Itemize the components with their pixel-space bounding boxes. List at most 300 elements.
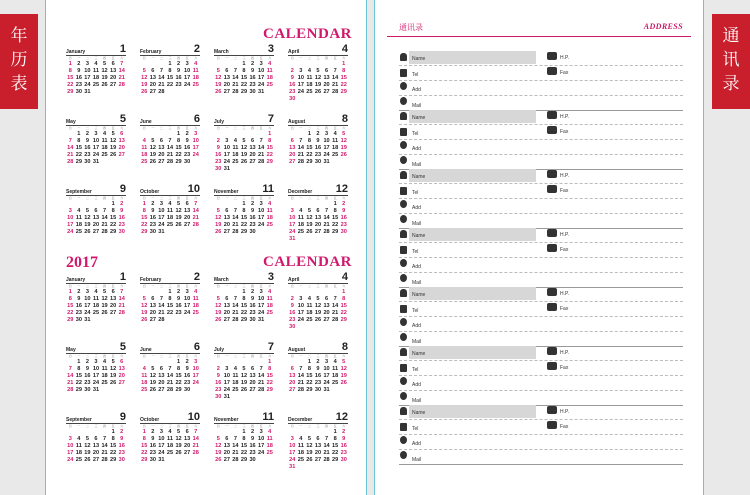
day-cell: 21 [118, 74, 125, 81]
month-calendar [140, 342, 200, 394]
name-field[interactable] [409, 287, 536, 300]
day-cell: 11 [266, 435, 273, 442]
day-cell: 15 [240, 302, 248, 309]
month-calendar [140, 272, 200, 324]
add-row[interactable] [399, 434, 683, 450]
day-cell: 24 [67, 228, 74, 235]
day-cell: 27 [249, 158, 256, 165]
weekday-label: 日 [68, 354, 72, 358]
weekday-label: 五 [333, 126, 337, 130]
month-name: August [288, 119, 306, 125]
weekday-label: 日 [290, 126, 294, 130]
add-row[interactable] [399, 316, 683, 332]
weekday-label: 三 [316, 56, 320, 60]
day-cell: 7 [194, 429, 198, 435]
day-cell: 11 [306, 74, 313, 81]
name-field[interactable] [409, 346, 536, 359]
day-cell: 31 [84, 88, 91, 95]
day-cell: 30 [215, 393, 222, 400]
day-cell: 11 [192, 295, 199, 302]
day-cell: 21 [118, 302, 125, 309]
day-cell: 30 [289, 323, 296, 330]
day-cell: 18 [192, 302, 199, 309]
day-cell: 7 [168, 137, 172, 144]
weekday-label: 五 [111, 424, 115, 428]
day-cell: 8 [111, 435, 115, 442]
name-field[interactable] [409, 405, 536, 418]
day-cell: 24 [258, 449, 265, 456]
day-cell: 24 [92, 151, 100, 158]
weekday-label: 日 [142, 126, 146, 130]
day-cell: 10 [67, 214, 74, 221]
day-cell: 2 [216, 137, 220, 144]
day-cell: 8 [168, 67, 172, 74]
day-cell: 7 [168, 365, 172, 372]
day-cell: 19 [306, 449, 313, 456]
month-calendar [214, 114, 274, 172]
month-calendar [288, 114, 348, 166]
day-cell: 4 [299, 435, 303, 442]
day-cell: 19 [141, 309, 148, 316]
blank-day [66, 429, 75, 436]
day-cell: 6 [316, 435, 320, 442]
day-cell: 19 [314, 309, 322, 316]
day-cell: 10 [184, 67, 191, 74]
day-cell: 4 [142, 137, 146, 144]
day-cell: 19 [306, 221, 313, 228]
weekday-label: 日 [216, 424, 220, 428]
day-cell: 21 [166, 379, 174, 386]
day-cell: 28 [192, 221, 199, 228]
day-cell: 19 [149, 379, 156, 386]
day-cell: 10 [323, 365, 330, 372]
add-row[interactable] [399, 257, 683, 273]
day-cell: 27 [223, 316, 230, 323]
day-cell: 8 [68, 295, 72, 302]
tel-row[interactable] [399, 242, 683, 258]
day-cell: 15 [340, 302, 347, 309]
days-grid [140, 359, 200, 394]
weekday-label: 二 [307, 196, 311, 200]
day-cell: 10 [258, 207, 265, 214]
day-cell: 26 [240, 158, 248, 165]
fax-icon [547, 421, 557, 429]
day-cell: 8 [333, 435, 337, 442]
hp-label: H.P. [560, 232, 570, 238]
day-cell: 4 [94, 61, 98, 67]
day-cell: 1 [268, 131, 272, 137]
month-name: August [288, 347, 306, 353]
day-cell: 25 [306, 316, 313, 323]
month-name: July [214, 347, 225, 353]
blank-day [83, 429, 92, 436]
day-cell: 1 [68, 289, 72, 295]
day-cell: 7 [233, 67, 237, 74]
weekday-label: 四 [177, 56, 181, 60]
day-cell: 13 [223, 214, 230, 221]
person-icon [400, 289, 407, 297]
month-header [66, 114, 126, 126]
day-cell: 24 [258, 81, 265, 88]
day-cell: 1 [177, 359, 181, 365]
day-cell: 13 [184, 435, 191, 442]
fax-label: Fax [560, 424, 569, 430]
day-cell: 17 [258, 214, 265, 221]
day-cell: 10 [84, 67, 91, 74]
day-cell: 12 [240, 372, 248, 379]
day-cell: 29 [340, 88, 347, 95]
day-cell: 28 [232, 88, 239, 95]
add-row[interactable] [399, 80, 683, 96]
month-number: 3 [267, 43, 274, 55]
day-cell: 21 [232, 309, 239, 316]
add-label: Add [412, 205, 421, 211]
day-cell: 7 [68, 137, 72, 144]
day-cell: 14 [332, 302, 339, 309]
day-cell: 6 [251, 365, 255, 372]
month-header [66, 272, 126, 284]
day-cell: 11 [266, 67, 273, 74]
day-cell: 13 [158, 372, 165, 379]
day-cell: 3 [194, 359, 198, 365]
day-cell: 18 [232, 379, 239, 386]
day-cell: 13 [289, 372, 296, 379]
weekday-label: 一 [225, 126, 229, 130]
day-cell: 19 [340, 144, 347, 151]
day-cell: 22 [340, 309, 347, 316]
name-label: Name [412, 174, 426, 180]
blank-day [305, 429, 314, 436]
day-cell: 3 [94, 359, 98, 365]
weekday-label: 四 [251, 424, 255, 428]
day-cell: 15 [110, 214, 117, 221]
name-field[interactable] [409, 228, 536, 241]
add-label: Add [412, 382, 421, 388]
hp-label: H.P. [560, 409, 570, 415]
month-name: September [66, 189, 92, 195]
day-cell: 17 [84, 302, 91, 309]
person-icon [400, 53, 407, 61]
day-cell: 23 [175, 81, 182, 88]
day-cell: 11 [93, 67, 99, 74]
weekday-label: 二 [233, 56, 237, 60]
day-cell: 25 [101, 151, 108, 158]
day-cell: 29 [332, 228, 339, 235]
blank-day [297, 359, 306, 366]
day-cell: 2 [77, 61, 81, 67]
day-cell: 3 [225, 137, 229, 144]
day-cell: 9 [120, 435, 124, 442]
blank-day [100, 201, 109, 208]
tel-row[interactable] [399, 360, 683, 376]
day-cell: 4 [168, 429, 172, 435]
day-cell: 24 [289, 456, 296, 463]
day-cell: 14 [332, 74, 339, 81]
day-cell: 13 [249, 144, 256, 151]
add-row[interactable] [399, 198, 683, 214]
day-cell: 25 [192, 81, 199, 88]
weekday-label: 三 [316, 354, 320, 358]
day-cell: 11 [167, 207, 173, 214]
day-cell: 27 [249, 386, 256, 393]
mail-icon [400, 274, 407, 282]
weekday-label: 二 [159, 354, 163, 358]
month-calendar [288, 342, 348, 394]
add-row[interactable] [399, 375, 683, 391]
address-icon [400, 259, 407, 267]
weekday-label: 二 [233, 424, 237, 428]
hp-label: H.P. [560, 350, 570, 356]
day-cell: 22 [332, 449, 339, 456]
tab-char: 录 [722, 74, 740, 94]
day-cell: 7 [259, 365, 263, 372]
mail-row[interactable] [399, 449, 683, 465]
day-cell: 21 [258, 151, 265, 158]
day-cell: 18 [166, 214, 174, 221]
weekday-label: 一 [151, 284, 155, 288]
address-entry [399, 227, 683, 287]
day-cell: 5 [216, 295, 220, 302]
day-cell: 9 [185, 365, 189, 372]
blank-day [157, 359, 166, 366]
month-header [214, 272, 274, 284]
day-cell: 1 [168, 289, 172, 295]
day-cell: 2 [316, 359, 320, 365]
weekday-label: 日 [290, 354, 294, 358]
day-cell: 29 [110, 228, 117, 235]
weekday-label: 日 [142, 56, 146, 60]
day-cell: 23 [84, 379, 91, 386]
day-cell: 7 [120, 61, 124, 67]
day-cell: 20 [223, 449, 230, 456]
address-entry [399, 168, 683, 228]
day-cell: 22 [306, 151, 313, 158]
weekday-label: 日 [216, 354, 220, 358]
blank-day [214, 359, 223, 366]
tel-row[interactable] [399, 301, 683, 317]
tab-calendar[interactable] [0, 14, 38, 109]
name-field[interactable] [409, 110, 536, 123]
tel-row[interactable] [399, 65, 683, 81]
day-cell: 27 [223, 228, 230, 235]
weekday-label: 三 [168, 196, 172, 200]
day-cell: 4 [307, 67, 311, 74]
day-cell: 17 [67, 449, 74, 456]
day-cell: 15 [306, 144, 313, 151]
day-cell: 5 [151, 137, 155, 144]
weekday-label: 三 [316, 196, 320, 200]
day-cell: 20 [314, 221, 322, 228]
tab-address-book[interactable] [712, 14, 750, 109]
month-header [288, 342, 348, 354]
day-cell: 8 [168, 295, 172, 302]
day-cell: 2 [290, 295, 294, 302]
name-field[interactable] [409, 51, 536, 64]
month-name: October [140, 417, 160, 423]
day-cell: 13 [223, 442, 230, 449]
day-cell: 4 [233, 137, 237, 144]
month-name: September [66, 417, 92, 423]
weekday-label: 五 [185, 424, 189, 428]
day-cell: 8 [242, 67, 246, 74]
day-cell: 30 [289, 95, 296, 102]
day-cell: 29 [67, 316, 74, 323]
day-cell: 13 [323, 302, 330, 309]
mobile-phone-icon [547, 229, 557, 237]
day-cell: 16 [249, 214, 256, 221]
weekday-label: 一 [77, 196, 81, 200]
day-cell: 26 [314, 316, 322, 323]
day-cell: 23 [289, 88, 296, 95]
day-cell: 20 [118, 144, 125, 151]
day-cell: 7 [159, 67, 163, 74]
blank-day [166, 359, 175, 366]
day-cell: 14 [67, 144, 74, 151]
day-cell: 19 [110, 372, 117, 379]
day-cell: 25 [306, 88, 313, 95]
month-name: October [140, 189, 160, 195]
mail-icon [400, 97, 407, 105]
day-cell: 17 [184, 74, 191, 81]
blank-day [149, 359, 158, 366]
day-cell: 5 [316, 295, 320, 302]
day-cell: 26 [141, 88, 148, 95]
weekday-label: 二 [159, 284, 163, 288]
weekday-label: 一 [225, 354, 229, 358]
day-cell: 15 [67, 74, 74, 81]
day-cell: 26 [306, 456, 313, 463]
day-cell: 1 [68, 61, 72, 67]
day-cell: 26 [149, 158, 156, 165]
day-cell: 16 [215, 379, 222, 386]
day-cell: 5 [342, 131, 346, 137]
weekday-label: 一 [299, 126, 303, 130]
day-cell: 24 [223, 386, 230, 393]
day-cell: 26 [314, 88, 322, 95]
tab-char: 通 [722, 26, 740, 46]
weekday-label: 五 [111, 196, 115, 200]
add-row[interactable] [399, 139, 683, 155]
day-cell: 20 [118, 372, 125, 379]
day-cell: 26 [215, 456, 222, 463]
weekday-label: 五 [111, 126, 115, 130]
day-cell: 27 [289, 386, 296, 393]
day-cell: 24 [192, 379, 199, 386]
day-cell: 25 [166, 449, 174, 456]
day-cell: 8 [242, 435, 246, 442]
blank-day [231, 61, 240, 68]
day-cell: 9 [77, 67, 81, 74]
day-cell: 16 [249, 302, 256, 309]
blank-day [248, 359, 257, 366]
day-cell: 29 [175, 386, 182, 393]
day-cell: 3 [259, 61, 263, 67]
day-cell: 23 [340, 449, 347, 456]
blank-day [322, 289, 331, 296]
weekday-label: 四 [177, 284, 181, 288]
day-cell: 26 [215, 228, 222, 235]
day-cell: 28 [232, 316, 239, 323]
day-cell: 1 [142, 201, 146, 207]
day-cell: 13 [149, 302, 156, 309]
day-cell: 16 [249, 74, 256, 81]
weekday-label: 五 [333, 354, 337, 358]
day-cell: 6 [325, 67, 329, 74]
day-cell: 10 [258, 295, 265, 302]
weekday-label: 四 [325, 424, 329, 428]
blank-day [140, 359, 149, 366]
day-cell: 9 [151, 435, 155, 442]
day-cell: 3 [325, 359, 329, 365]
telephone-icon [400, 364, 407, 372]
day-cell: 23 [215, 386, 222, 393]
tel-row[interactable] [399, 124, 683, 140]
blank-day [240, 131, 249, 138]
mail-icon [400, 156, 407, 164]
weekday-label: 日 [142, 424, 146, 428]
day-cell: 4 [268, 429, 272, 435]
day-cell: 6 [111, 61, 115, 67]
day-cell: 20 [92, 221, 100, 228]
day-cell: 29 [240, 316, 248, 323]
tel-row[interactable] [399, 183, 683, 199]
month-name: April [288, 49, 300, 55]
mail-label: Mail [412, 280, 422, 286]
day-cell: 5 [307, 207, 311, 214]
day-cell: 14 [297, 372, 304, 379]
day-cell: 16 [215, 151, 222, 158]
month-calendar [288, 44, 348, 102]
blank-day [66, 131, 75, 138]
day-cell: 27 [158, 386, 165, 393]
name-field[interactable] [409, 169, 536, 182]
blank-day [314, 429, 323, 436]
weekday-label: 五 [259, 56, 263, 60]
blank-day [288, 201, 297, 208]
tel-row[interactable] [399, 419, 683, 435]
day-cell: 3 [185, 61, 189, 67]
day-cell: 31 [258, 88, 265, 95]
weekday-label: 六 [268, 284, 272, 288]
day-cell: 5 [142, 67, 146, 74]
day-cell: 19 [101, 302, 108, 309]
mobile-phone-icon [547, 406, 557, 414]
day-cell: 24 [158, 221, 165, 228]
day-cell: 18 [306, 309, 313, 316]
day-cell: 23 [149, 221, 156, 228]
blank-day [66, 201, 75, 208]
day-cell: 17 [67, 221, 74, 228]
weekday-label: 六 [268, 424, 272, 428]
address-entry [399, 345, 683, 405]
day-cell: 20 [149, 81, 156, 88]
days-grid [288, 429, 348, 470]
day-cell: 17 [192, 144, 199, 151]
day-cell: 16 [149, 442, 156, 449]
day-cell: 20 [314, 449, 322, 456]
day-cell: 12 [314, 302, 322, 309]
day-cell: 19 [215, 449, 222, 456]
day-cell: 27 [223, 456, 230, 463]
fax-label: Fax [560, 306, 569, 312]
day-cell: 2 [185, 131, 189, 137]
name-label: Name [412, 115, 426, 121]
day-cell: 6 [120, 131, 124, 137]
blank-day [314, 201, 323, 208]
day-cell: 1 [242, 201, 246, 207]
day-cell: 5 [111, 359, 115, 365]
blank-day [223, 61, 232, 68]
